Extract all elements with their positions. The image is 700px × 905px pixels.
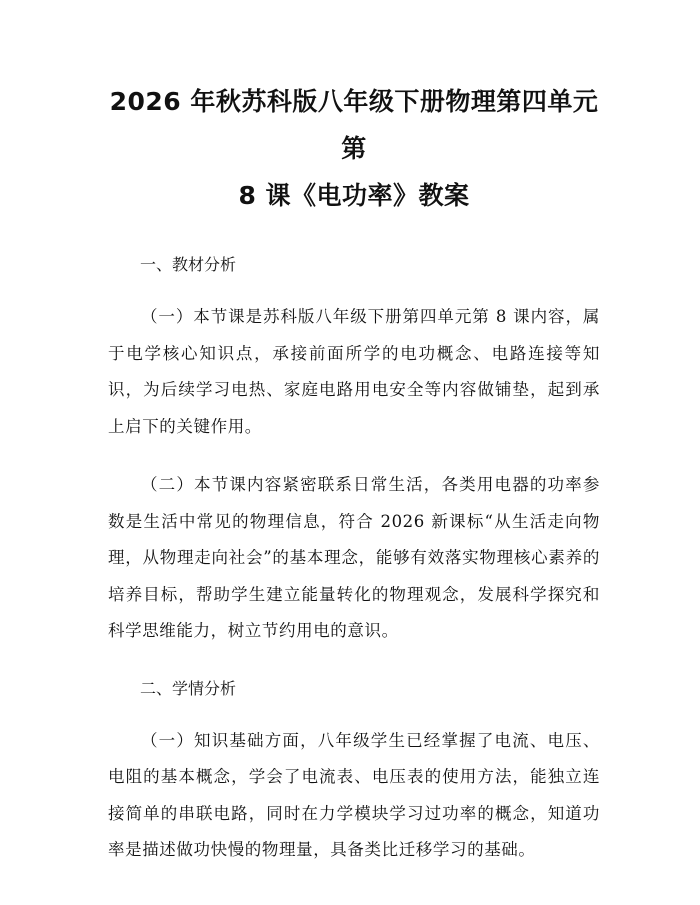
title-line-1: 2026 年秋苏科版八年级下册物理第四单元第 (109, 87, 599, 163)
section-heading: 一、教材分析 (140, 255, 237, 274)
section-student-analysis (108, 677, 600, 869)
title-line-2: 8 课《电功率》教案 (238, 181, 470, 210)
paragraph: （二）本节课内容紧密联系日常生活，各类用电器的功率参数是生活中常见的物理信息，符合 2026 新课标“从生活走向物理，从物理走向社会”的基本理念，能够有效落实物理核心素养的培养目标，帮助学生建立能量转化的物理观念，发展科学探究和科学思维能力，树立节约用电的意识。 (108, 475, 600, 640)
section-textbook-analysis (108, 253, 600, 650)
paragraph: （一）本节课是苏科版八年级下册第四单元第 8 课内容，属于电学核心知识点，承接前面所学的电功概念、电路连接等知识，为后续学习电热、家庭电路用电安全等内容做铺垫，起到承上启下的关键作用。 (108, 307, 600, 436)
paragraph: （一）知识基础方面，八年级学生已经掌握了电流、电压、电阻的基本概念，学会了电流表、电压表的使用方法，能独立连接简单的串联电路，同时在力学模块学习过功率的概念，知道功率是描述做功快慢的物理量，具备类比迁移学习的基础。 (108, 730, 600, 859)
document-title (108, 78, 600, 219)
section-heading: 二、学情分析 (140, 678, 237, 698)
